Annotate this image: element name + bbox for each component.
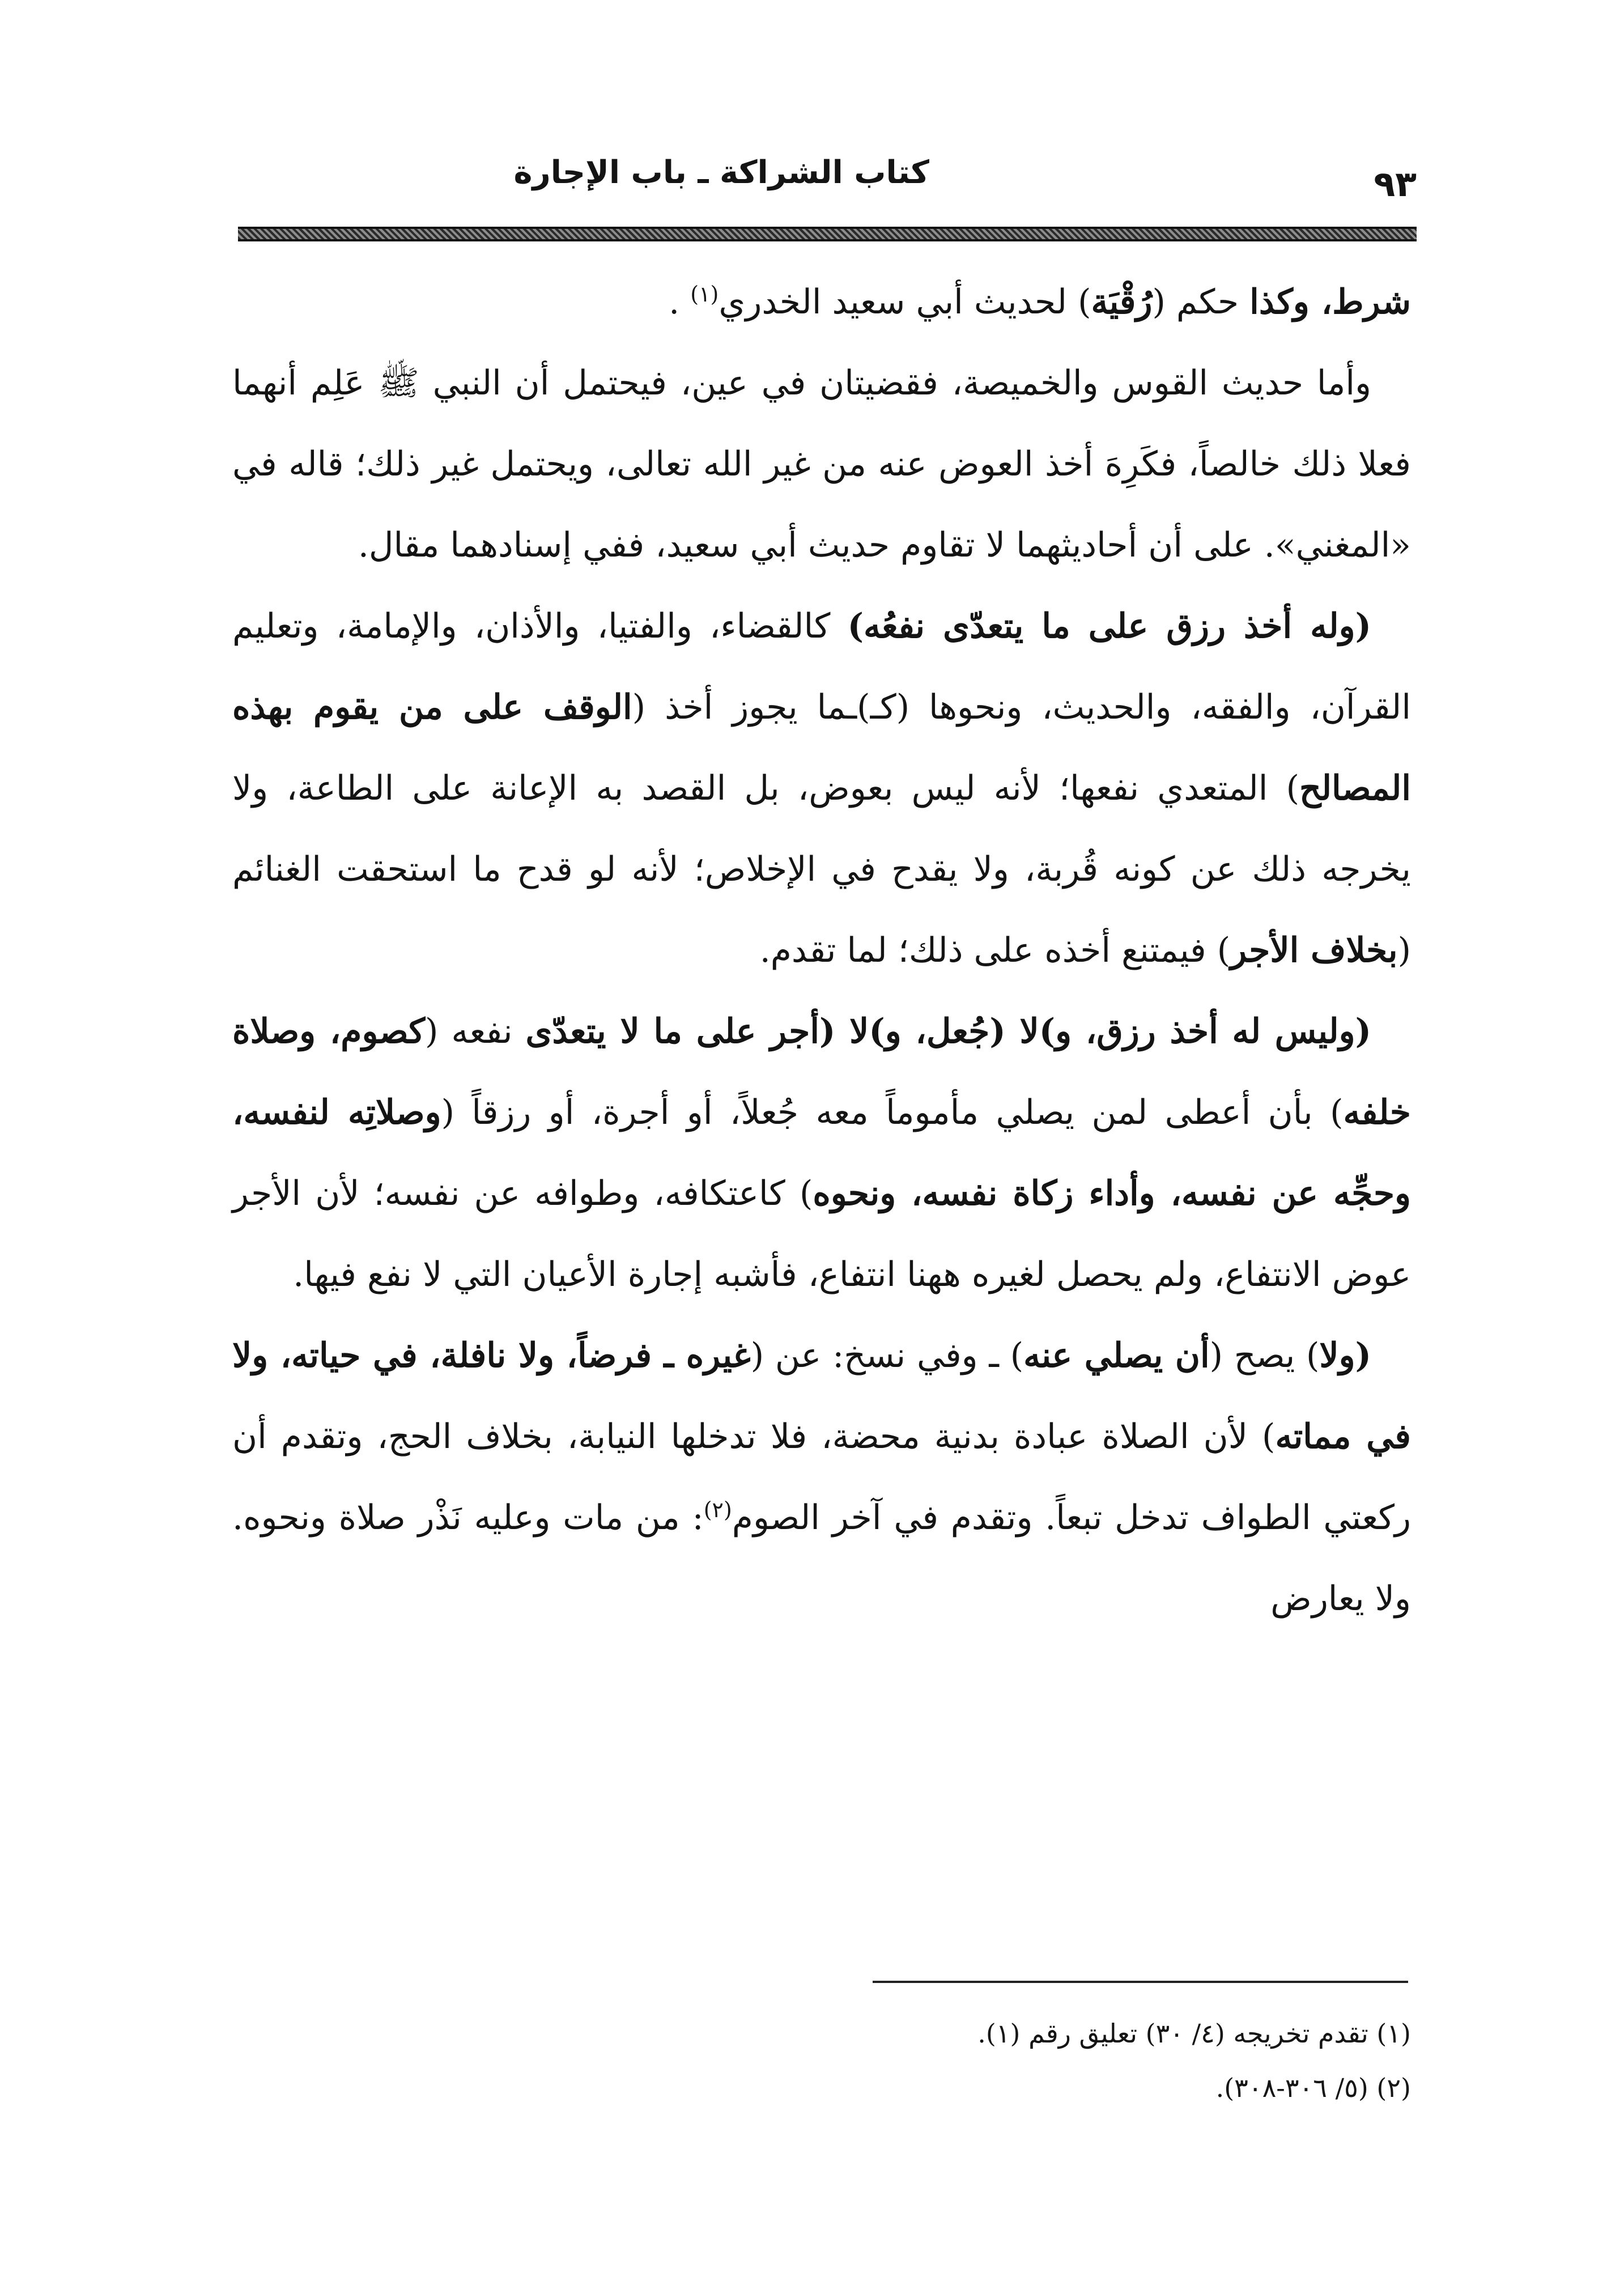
paragraph-4: (وليس له أخذ رزق، و)لا (جُعل، و)لا (أجر على ما لا يتعدّى نفعه (كصوم، وصلاة خلفه) بأن أعطى لمن يصلي مأموماً معه جُعلاً، أو أجرة، أو رزقاً (وصلاتِه لنفسه، وحجِّه عن نفسه، وأداء زكاة نفسه، ونحوه) كاعتكافه، وطوافه عن نفسه؛ لأن الأجر عوض الانتفاع، ولم يحصل لغيره ههنا انتفاع، فأشبه إجارة الأعيان التي لا نفع فيها. bbox=[232, 1012, 1412, 1294]
paragraph-5: (ولا) يصح (أن يصلي عنه) ـ وفي نسخ: عن (غيره ـ فرضاً، ولا نافلة، في حياته، ولا في مماته) لأن الصلاة عبادة بدنية محضة، فلا تدخلها النيابة، بخلاف الحج، وتقدم أن ركعتي الطواف تدخل تبعاً. وتقدم في آخر الصوم$^{(٢)}$: من مات وعليه نَذْر صلاة ونحوه. ولا يعارض bbox=[232, 1336, 1411, 1619]
footnote-2: (٢) (٥/ ٣٠٦-٣٠٨). bbox=[1215, 2073, 1411, 2103]
page-header bbox=[238, 150, 1417, 227]
paragraph-1: شرط، وكذا حكم (رُقْيَة) لحديث أبي سعيد الخدري$^{(١)}$ . bbox=[669, 282, 1411, 322]
footnotes bbox=[680, 2006, 1411, 2115]
footnote-divider bbox=[873, 1981, 1408, 1983]
paragraph-3: (وله أخذ رزق على ما يتعدّى نفعُه) كالقضاء، والفتيا، والأذان، والإمامة، وتعليم القرآن، والفقه، والحديث، ونحوها (كـ)ـما يجوز أخذ (الوقف على من يقوم بهذه المصالح) المتعدي نفعها؛ لأنه ليس بعوض، بل القصد به الإعانة على الطاعة، ولا يخرجه ذلك عن كونه قُربة، ولا يقدح في الإخلاص؛ لأنه لو قدح ما استحقت الغنائم (بخلاف الأجر) فيمتنع أخذه على ذلك؛ لما تقدم. bbox=[232, 606, 1411, 970]
footnote-ref-2: (٢) bbox=[703, 1497, 732, 1522]
page-number: ٩٣ bbox=[1374, 163, 1417, 205]
footnote-1: (١) تقدم تخريجه (٤/ ٣٠) تعليق رقم (١). bbox=[977, 2018, 1411, 2049]
running-title: كتاب الشراكة ـ باب الإجارة bbox=[513, 154, 929, 191]
main-text bbox=[232, 262, 1411, 1640]
footnote-ref-1: (١) bbox=[690, 282, 719, 307]
paragraph-2: وأما حديث القوس والخميصة، فقضيتان في عين، فيحتمل أن النبي ﷺ عَلِم أنهما فعلا ذلك خالصاً، فكَرِهَ أخذ العوض عنه من غير الله تعالى، ويحتمل غير ذلك؛ قاله في «المغني». على أن أحاديثهما لا تقاوم حديث أبي سعيد، ففي إسنادهما مقال. bbox=[232, 363, 1411, 565]
header-divider bbox=[238, 227, 1417, 241]
